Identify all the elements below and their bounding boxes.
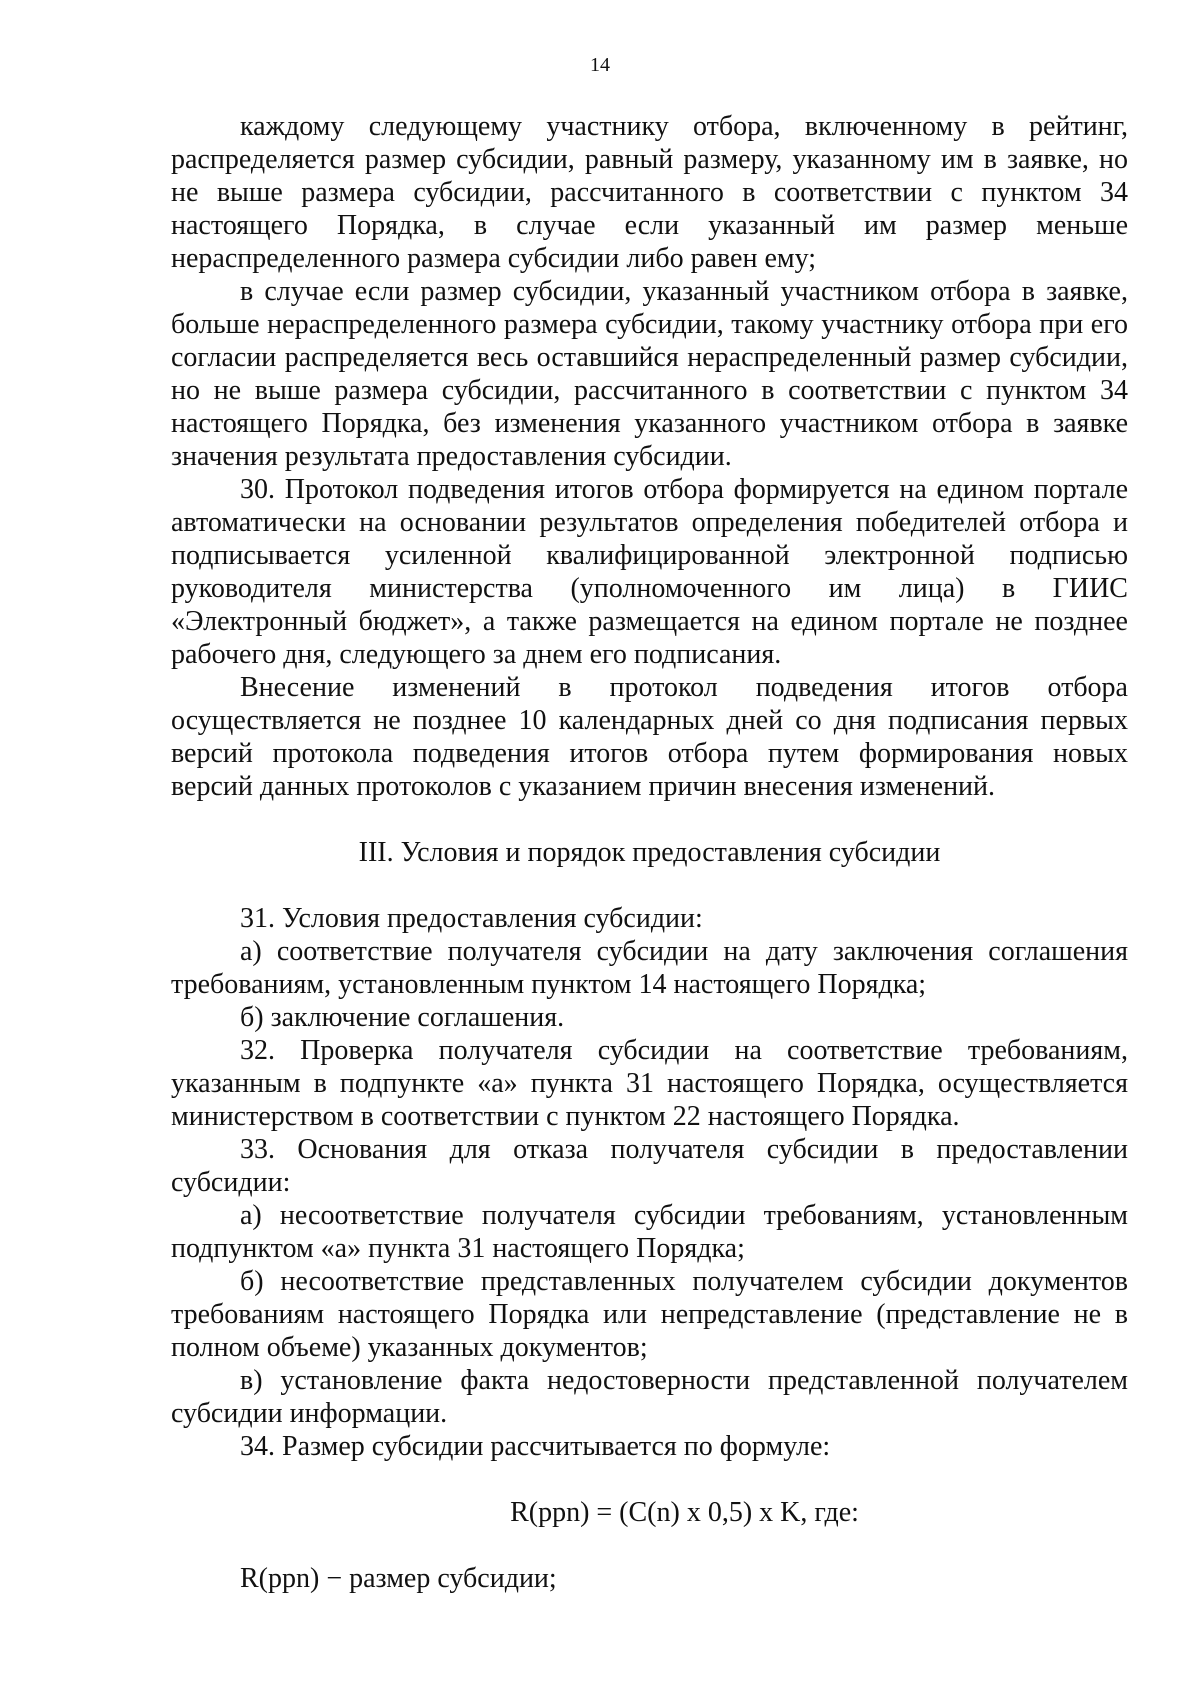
section-heading: III. Условия и порядок предоставления субсидии [358, 837, 941, 868]
formula-definition: R(ppn) − размер субсидии; [240, 1563, 557, 1594]
subitem-a: а) соответствие получателя субсидии на дату заключения соглашения требованиям, установленным пунктом 14 настоящего Порядка; [171, 936, 1128, 1000]
subitem-b: б) заключение соглашения. [240, 1002, 565, 1033]
subitem-b: б) несоответствие представленных получателем субсидии документов требованиям настоящего Порядка или непредставление (представление не в полном объеме) указанных документов; [171, 1266, 1128, 1363]
paragraph: в случае если размер субсидии, указанный участником отбора в заявке, больше нераспределенного размера субсидии, такому участнику отбора при его согласии распределяется весь оставшийся нераспределенный размер субсидии, но не выше размера субсидии, рассчитанного в соответствии с пунктом 34 настоящего Порядка, без изменения указанного участником отбора в заявке значения результата предоставления субсидии. [171, 276, 1128, 472]
paragraph-item-33: 33. Основания для отказа получателя субсидии в предоставлении субсидии: [171, 1134, 1128, 1198]
document-body [171, 110, 1128, 1595]
paragraph-item-32: 32. Проверка получателя субсидии на соответствие требованиям, указанным в подпункте «а» пункта 31 настоящего Порядка, осуществляется министерством в соответствии с пунктом 22 настоящего Порядка. [171, 1035, 1128, 1132]
subitem-v: в) установление факта недостоверности представленной получателем субсидии информации. [171, 1365, 1128, 1429]
formula: R(ppn) = (C(n) x 0,5) x K, где: [510, 1497, 859, 1528]
subitem-a: а) несоответствие получателя субсидии требованиям, установленным подпунктом «а» пункта 31 настоящего Порядка; [171, 1200, 1128, 1264]
paragraph: Внесение изменений в протокол подведения итогов отбора осуществляется не позднее 10 календарных дней со дня подписания первых версий протокола подведения итогов отбора путем формирования новых версий данных протоколов с указанием причин внесения изменений. [171, 672, 1128, 802]
page-number: 14 [590, 54, 610, 76]
paragraph: каждому следующему участнику отбора, включенному в рейтинг, распределяется размер субсидии, равный размеру, указанному им в заявке, но не выше размера субсидии, рассчитанного в соответствии с пунктом 34 настоящего Порядка, в случае если указанный им размер меньше нераспределенного размера субсидии либо равен ему; [171, 111, 1128, 274]
paragraph-item-34: 34. Размер субсидии рассчитывается по формуле: [240, 1431, 831, 1462]
paragraph-item-31: 31. Условия предоставления субсидии: [240, 903, 703, 934]
paragraph-item-30: 30. Протокол подведения итогов отбора формируется на едином портале автоматически на основании результатов определения победителей отбора и подписывается усиленной квалифицированной электронной подписью руководителя министерства (уполномоченного им лица) в ГИИС «Электронный бюджет», а также размещается на едином портале не позднее рабочего дня, следующего за днем его подписания. [171, 474, 1128, 670]
